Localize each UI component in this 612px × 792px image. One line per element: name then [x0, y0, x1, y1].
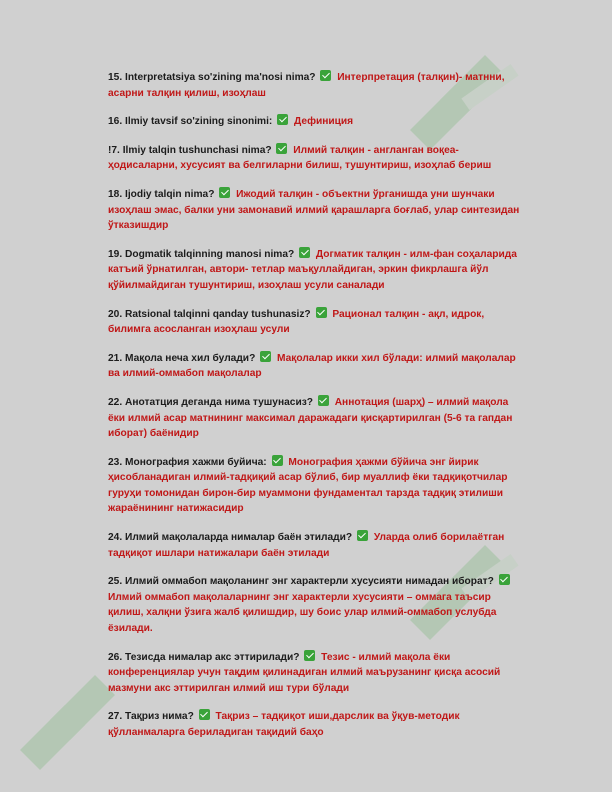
check-mark-icon	[272, 455, 283, 466]
question-list	[108, 70, 528, 754]
check-mark-icon	[199, 709, 210, 720]
question-item	[108, 455, 528, 517]
answer-text: Дефиниция	[294, 116, 354, 128]
check-mark-icon	[276, 143, 287, 154]
check-mark-icon	[260, 351, 271, 362]
check-mark-icon	[318, 395, 329, 406]
question-item	[108, 574, 528, 636]
question-text: !7. Ilmiy talqin tushunchasi nima?	[108, 144, 272, 156]
question-item	[108, 70, 528, 101]
check-mark-icon	[357, 530, 368, 541]
question-text: 27. Тақриз нима?	[108, 711, 194, 723]
check-mark-icon	[320, 70, 331, 81]
question-text: 24. Илмий мақолаларда нималар баён этилади?	[108, 532, 353, 544]
check-mark-icon	[499, 574, 510, 585]
question-item	[108, 114, 528, 130]
answer-text: Монография ҳажми бўйича энг йирик ҳисобланадиган илмий-тадқиқий асар бўлиб, бир муаллиф ёки тадқиқотчилар гуруҳи томонидан бирон-бир муаммони фундаментал тарзда тадқиқ этилиши жараёнининг натижасидир	[108, 456, 508, 515]
question-item	[108, 187, 528, 234]
answer-text: Ижодий талқин - объектни ўрганишда уни шунчаки изоҳлаш эмас, балки уни замонавий илмий қарашларга боғлаб, улар синтезидан ўтказишдир	[108, 188, 520, 232]
question-text: 26. Тезисда нималар акс эттирилади?	[108, 651, 300, 663]
check-mark-icon	[219, 187, 230, 198]
question-text: 23. Монография хажми буйича:	[108, 456, 267, 468]
answer-text: Илмий оммабоп мақолаларнинг энг характерли хусусияти – оммага таъсир қилиш, халқни ўзига жалб қилишдир, шу боис улар илмий-оммабоп услубда ёзилади.	[108, 591, 497, 635]
check-mark-icon	[277, 114, 288, 125]
question-item	[108, 709, 528, 740]
question-item	[108, 351, 528, 382]
answer-text: Интерпретация (талқин)- матнни, асарни талқин қилиш, изоҳлаш	[108, 72, 505, 99]
question-item	[108, 307, 528, 338]
answer-text: Рационал талқин - ақл, идрок, билимга асосланган изоҳлаш усули	[108, 308, 485, 336]
question-text: 22. Анотатция деганда нима тушунасиз?	[108, 396, 313, 408]
answer-text: Аннотация (шарҳ) – илмий мақола ёки илмий асар матнининг максимал даражадаги қисқартирилган (5-6 та гапдан иборат) баёнидир	[108, 396, 513, 440]
question-text: 18. Ijodiy talqin nima?	[108, 188, 215, 200]
check-mark-icon	[316, 307, 327, 318]
question-item	[108, 143, 528, 174]
question-item	[108, 650, 528, 697]
answer-text: Тақриз – тадқиқот иши,дарслик ва ўқув-методик қўлланмаларга бериладиган тақидий баҳо	[108, 711, 460, 738]
answer-text: Уларда олиб борилаётган тадқиқот ишлари натижалари баён этилади	[108, 532, 505, 559]
question-text: 20. Ratsional talqinni qanday tushunasiz?	[108, 308, 311, 320]
check-mark-icon	[304, 650, 315, 661]
answer-text: Илмий талқин - англанган воқеа-ҳодисаларни, хусусият ва белгиларни билиш, тушунтириш, изоҳлаб бериш	[108, 144, 492, 172]
question-text: 15. Interpretatsiya so'zining ma'nosi nima?	[108, 72, 316, 83]
question-item	[108, 530, 528, 561]
answer-text: Тезис - илмий мақола ёки конференциялар учун тақдим қилинадиган илмий маърузанинг қисқа асосий мазмуни акс эттирилган илмий иш тури бўлади	[108, 651, 501, 694]
question-text: 25. Илмий оммабоп мақоланинг энг характерли хусусияти нимадан иборат?	[108, 576, 494, 588]
question-item	[108, 247, 528, 294]
question-text: 21. Мақола неча хил булади?	[108, 352, 256, 364]
question-text: 19. Dogmatik talqinning manosi nima?	[108, 248, 295, 260]
question-text: 16. Ilmiy tavsif so'zining sinonimi:	[108, 116, 273, 128]
question-item	[108, 395, 528, 442]
check-mark-icon	[299, 247, 310, 258]
answer-text: Догматик талқин - илм-фан соҳаларида катъий ўрнатилган, автори- тетлар маъқуллайдиган, эркин фикрлашга йўл қўйилмайдиган тушунтириш, изоҳлаш усули саналади	[108, 248, 517, 291]
answer-text: Мақолалар икки хил бўлади: илмий мақолалар ва илмий-оммабоп мақолалар	[108, 352, 516, 380]
